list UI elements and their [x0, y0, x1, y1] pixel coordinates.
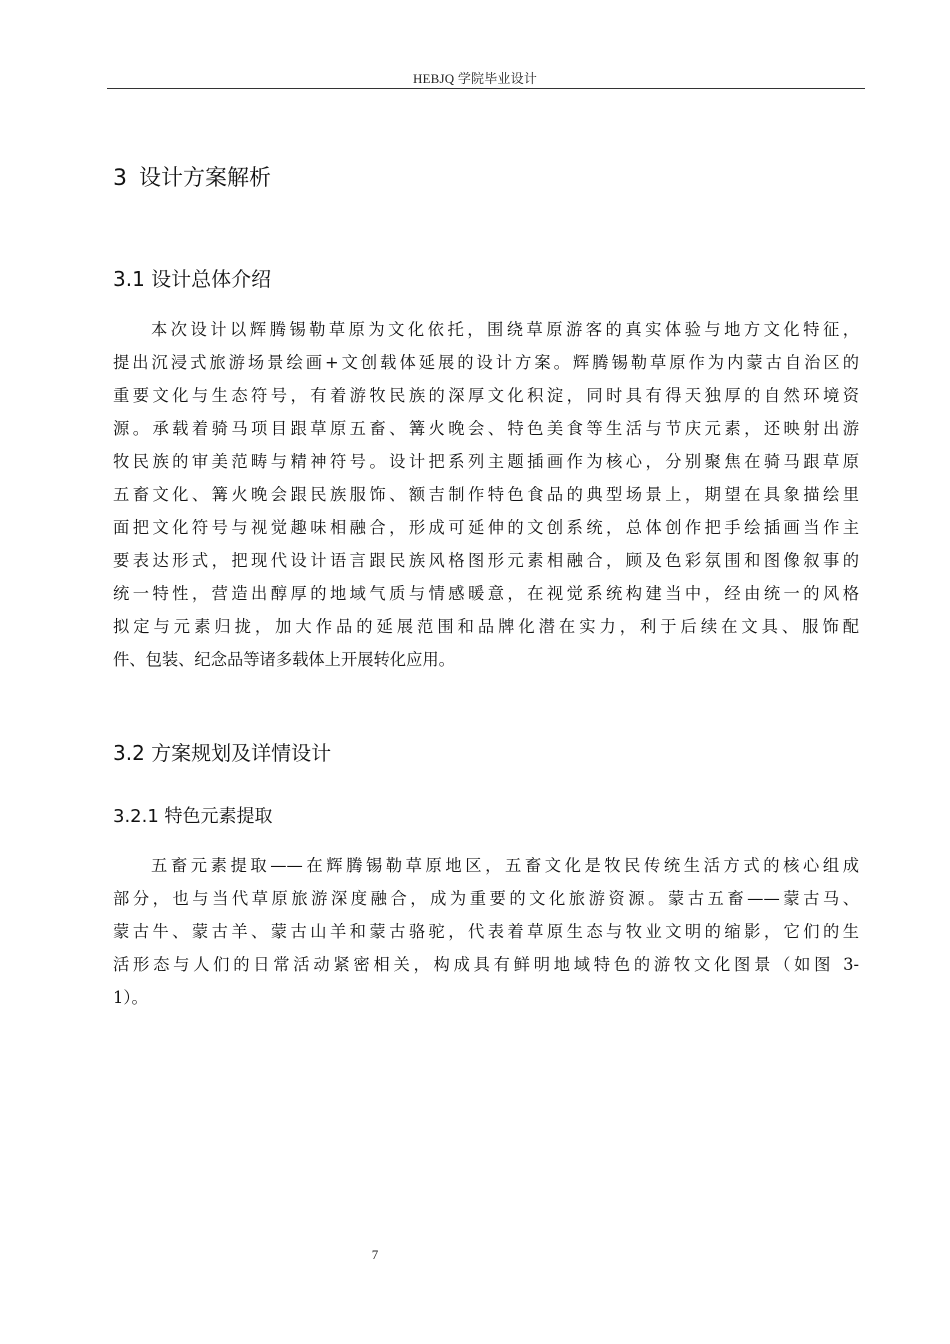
chapter-heading	[113, 161, 271, 192]
paragraph-line: 源。承载着骑马项目跟草原五畜、篝火晚会、特色美食等生活与节庆元素，还映射出游	[113, 419, 859, 438]
paragraph-line: 本次设计以辉腾锡勒草原为文化依托，围绕草原游客的真实体验与地方文化特征，	[151, 320, 859, 339]
paragraph-line: 重要文化与生态符号，有着游牧民族的深厚文化积淀，同时具有得天独厚的自然环境资	[113, 386, 859, 405]
section-3-1-heading: 3.1 设计总体介绍	[113, 267, 272, 291]
paragraph-line: 1）。	[113, 988, 148, 1007]
paragraph-line: 部分，也与当代草原旅游深度融合，成为重要的文化旅游资源。蒙古五畜——蒙古马、	[113, 889, 859, 908]
chapter-number: 3	[113, 166, 127, 191]
paragraph-line: 要表达形式，把现代设计语言跟民族风格图形元素相融合，顾及色彩氛围和图像叙事的	[113, 551, 859, 570]
section-3-2-1-paragraph	[113, 849, 859, 1014]
paragraph-line: 牧民族的审美范畴与精神符号。设计把系列主题插画作为核心，分别聚焦在骑马跟草原	[113, 452, 859, 471]
paragraph-line: 五畜元素提取——在辉腾锡勒草原地区，五畜文化是牧民传统生活方式的核心组成	[151, 856, 859, 875]
paragraph-line: 提出沉浸式旅游场景绘画+文创载体延展的设计方案。辉腾锡勒草原作为内蒙古自治区的	[113, 353, 859, 372]
header-title: HEBJQ 学院毕业设计	[412, 71, 538, 86]
paragraph-line: 拟定与元素归拢，加大作品的延展范围和品牌化潜在实力，利于后续在文具、服饰配	[113, 617, 859, 636]
paragraph-line: 件、包装、纪念品等诸多载体上开展转化应用。	[113, 650, 455, 669]
paragraph-line: 蒙古牛、蒙古羊、蒙古山羊和蒙古骆驼，代表着草原生态与牧业文明的缩影，它们的生	[113, 922, 859, 941]
section-3-1-paragraph	[113, 313, 859, 676]
header-divider	[107, 88, 865, 89]
paragraph-line: 面把文化符号与视觉趣味相融合，形成可延伸的文创系统，总体创作把手绘插画当作主	[113, 518, 859, 537]
section-3-2-heading: 3.2 方案规划及详情设计	[113, 741, 332, 765]
section-3-2-1-heading: 3.2.1 特色元素提取	[113, 806, 273, 827]
chapter-title: 设计方案解析	[139, 166, 272, 191]
page-number: 7	[371, 1247, 379, 1262]
paragraph-line: 统一特性，营造出醇厚的地域气质与情感暖意，在视觉系统构建当中，经由统一的风格	[113, 584, 859, 603]
paragraph-line: 五畜文化、篝火晚会跟民族服饰、额吉制作特色食品的典型场景上，期望在具象描绘里	[113, 485, 859, 504]
paragraph-line: 活形态与人们的日常活动紧密相关，构成具有鲜明地域特色的游牧文化图景（如图 3-	[113, 955, 859, 974]
